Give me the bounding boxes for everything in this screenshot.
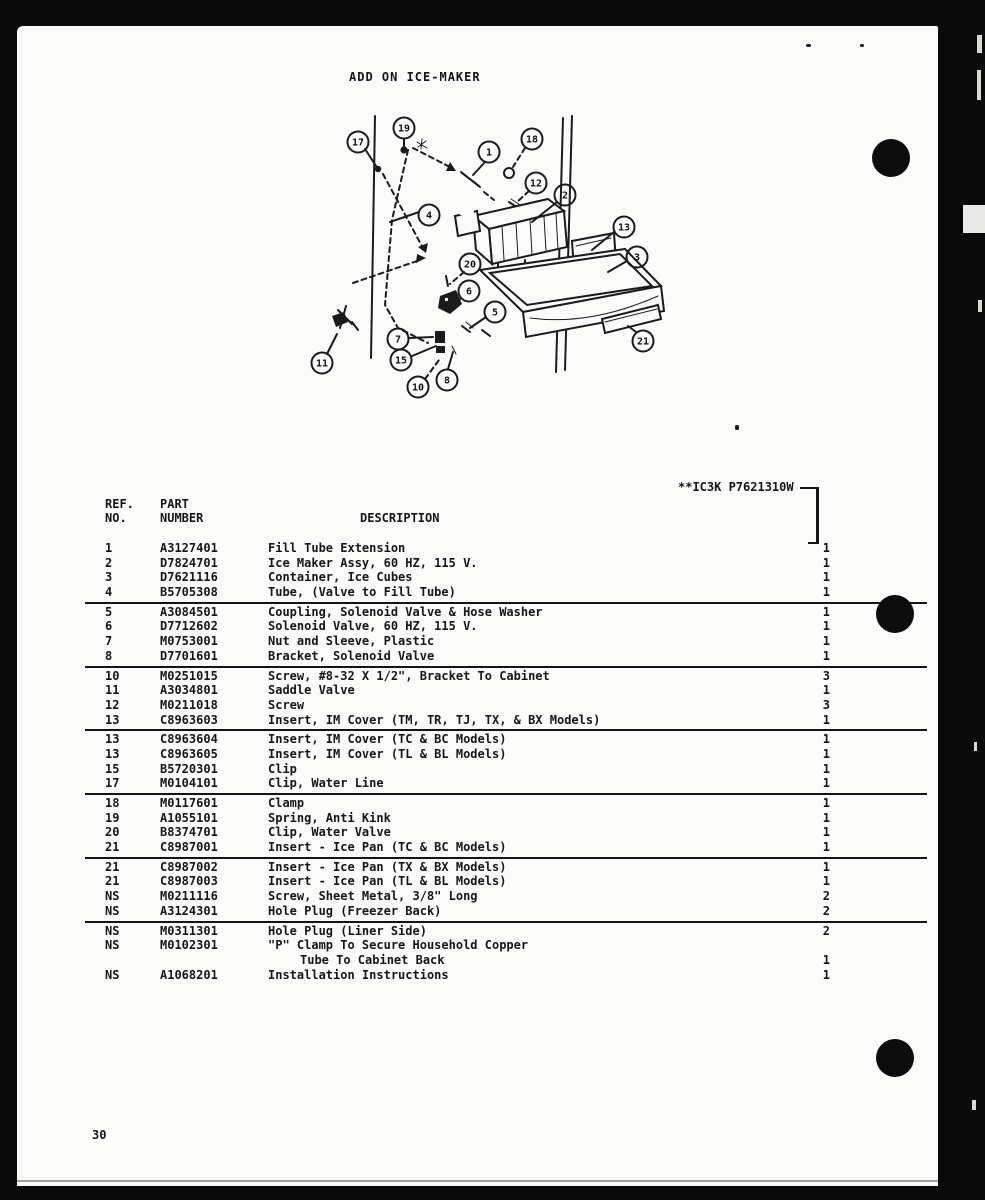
cell-quantity: 1 [822, 604, 830, 619]
callout-20 [460, 254, 481, 275]
cell-ref-no: 18 [105, 796, 120, 810]
diagram-svg [280, 100, 700, 415]
cell-quantity: 1 [822, 874, 830, 889]
cell-ref-no: 13 [105, 746, 120, 761]
cell-description: Insert - Ice Pan (TL & BL Models) [268, 874, 507, 889]
table-row [105, 556, 830, 571]
cell-ref-no: 15 [105, 761, 120, 776]
svg-text:17: 17 [351, 137, 365, 149]
cell-ref-no: 2 [105, 555, 113, 570]
cell-description: Clip, Water Valve [268, 825, 391, 840]
scan-speck [860, 44, 864, 47]
callout-2 [555, 185, 576, 206]
table-row [105, 669, 830, 684]
cell-part-number: D7621116 [160, 570, 218, 585]
cell-part-number: C8963604 [160, 732, 218, 747]
cell-quantity: 1 [822, 796, 830, 810]
column-header-ref: NO. [105, 511, 127, 525]
callout-13 [614, 217, 635, 238]
cell-description: Container, Ice Cubes [268, 570, 413, 585]
cell-part-number: M0311301 [160, 923, 218, 938]
cell-description: Insert - Ice Pan (TX & BX Models) [268, 859, 507, 874]
table-row [105, 732, 830, 747]
callout-1 [479, 142, 500, 163]
cell-part-number: M0251015 [160, 668, 218, 683]
cell-ref-no: 19 [105, 810, 120, 825]
cell-quantity: 1 [822, 810, 830, 825]
table-row [105, 747, 830, 762]
cell-description: Screw [268, 697, 305, 712]
cell-quantity: 2 [822, 923, 830, 938]
cell-quantity: 3 [822, 697, 830, 712]
cell-part-number: C8987002 [160, 859, 218, 874]
callout-4 [419, 205, 440, 226]
cell-quantity [816, 938, 830, 953]
cell-quantity: 1 [822, 859, 830, 874]
cell-description: Insert, IM Cover (TM, TR, TJ, TX, & BX Models) [268, 712, 601, 727]
svg-text:11: 11 [315, 358, 329, 370]
svg-text:4: 4 [425, 210, 433, 222]
section-rule-line [85, 602, 927, 604]
table-row [105, 889, 830, 904]
scan-edge-mark [977, 35, 982, 53]
scan-speck [735, 425, 739, 430]
cell-quantity: 1 [822, 648, 830, 663]
cell-quantity: 1 [822, 555, 830, 570]
cell-description: Hole Plug (Freezer Back) [268, 903, 442, 918]
exploded-view-drawing [327, 116, 664, 379]
svg-text:12: 12 [529, 178, 543, 190]
callout-17 [348, 132, 369, 153]
cell-ref-no: NS [105, 903, 120, 918]
callout-5 [485, 302, 506, 323]
cell-ref-no: 21 [105, 840, 120, 855]
cell-quantity: 1 [822, 967, 830, 982]
cell-description: Spring, Anti Kink [268, 810, 391, 825]
cell-part-number: A3127401 [160, 541, 218, 555]
cell-part-number: M0211116 [160, 889, 218, 904]
cell-description: Bracket, Solenoid Valve [268, 648, 435, 663]
section-rule-line [85, 729, 927, 731]
callout-10 [408, 377, 429, 398]
scan-speck [806, 44, 811, 47]
model-bracket-line [816, 487, 819, 544]
table-row [105, 825, 830, 840]
callout-7 [388, 329, 409, 350]
table-row [105, 874, 830, 889]
cell-ref-no: 17 [105, 776, 120, 791]
cell-description: Clamp [268, 796, 305, 810]
cell-ref-no: NS [105, 923, 120, 938]
cell-part-number: D7824701 [160, 555, 218, 570]
cell-description: Tube To Cabinet Back [300, 952, 445, 967]
cell-description: Fill Tube Extension [268, 541, 406, 555]
callout-12 [526, 173, 547, 194]
table-row [105, 619, 830, 634]
svg-text:10: 10 [411, 382, 425, 394]
cell-description: Tube, (Valve to Fill Tube) [268, 585, 456, 600]
svg-text:20: 20 [463, 259, 477, 271]
table-row [105, 796, 830, 811]
cell-part-number: A3124301 [160, 903, 218, 918]
cell-ref-no: 1 [105, 541, 113, 555]
cell-description: Insert, IM Cover (TC & BC Models) [268, 732, 507, 747]
cell-description: Screw, #8-32 X 1/2", Bracket To Cabinet [268, 668, 550, 683]
cell-ref-no: 13 [105, 712, 120, 727]
scan-edge-mark [978, 300, 982, 312]
table-row [105, 698, 830, 713]
cell-part-number: M0104101 [160, 776, 218, 791]
table-row [105, 634, 830, 649]
column-header-part: NUMBER [160, 511, 204, 525]
cell-ref-no: 7 [105, 634, 113, 649]
cell-part-number: D7701601 [160, 648, 218, 663]
cell-part-number: C8987001 [160, 840, 218, 855]
table-row [105, 776, 830, 791]
table-row [105, 840, 830, 855]
cell-quantity: 1 [822, 761, 830, 776]
cell-part-number: B5720301 [160, 761, 218, 776]
cell-quantity: 1 [822, 840, 830, 855]
svg-text:18: 18 [525, 134, 539, 146]
cell-ref-no: 21 [105, 859, 120, 874]
cell-quantity: 1 [822, 746, 830, 761]
cell-ref-no: 10 [105, 668, 120, 683]
cell-description: Screw, Sheet Metal, 3/8" Long [268, 889, 478, 904]
cell-ref-no: 12 [105, 697, 120, 712]
cell-part-number [160, 953, 268, 968]
punch-hole-mark [876, 1039, 914, 1077]
cell-part-number: C8987003 [160, 874, 218, 889]
cell-quantity: 1 [822, 952, 830, 967]
column-header-ref: REF. [105, 497, 134, 511]
section-rule-line [85, 857, 927, 859]
cell-description: Solenoid Valve, 60 HZ, 115 V. [268, 619, 478, 634]
cell-ref-no: 8 [105, 648, 113, 663]
callout-15 [391, 350, 412, 371]
cell-ref-no: NS [105, 889, 120, 904]
cell-description: Clip [268, 761, 297, 776]
svg-text:15: 15 [394, 355, 408, 367]
cell-description: Clip, Water Line [268, 776, 384, 791]
cell-quantity: 2 [822, 903, 830, 918]
cell-part-number: A1068201 [160, 967, 218, 982]
cell-quantity: 1 [822, 619, 830, 634]
model-number-header: **IC3K P7621310W [678, 480, 794, 494]
callout-11 [312, 353, 333, 374]
svg-text:8: 8 [443, 375, 451, 387]
scan-edge-mark [977, 70, 981, 100]
scanned-page [17, 26, 938, 1186]
cell-part-number: B8374701 [160, 825, 218, 840]
cell-ref-no: 20 [105, 825, 120, 840]
cell-description: Hole Plug (Liner Side) [268, 923, 427, 938]
cell-part-number: M0753001 [160, 634, 218, 649]
section-rule-line [85, 793, 927, 795]
cell-part-number: M0211018 [160, 697, 218, 712]
svg-text:7: 7 [394, 334, 402, 346]
cell-quantity: 1 [822, 683, 830, 698]
callout-19 [394, 118, 415, 139]
cell-description: Insert, IM Cover (TL & BL Models) [268, 746, 507, 761]
cell-part-number: M0117601 [160, 796, 218, 810]
cell-quantity: 1 [822, 776, 830, 791]
cell-ref-no: NS [105, 967, 120, 982]
cell-quantity: 1 [822, 634, 830, 649]
table-row [105, 570, 830, 585]
section-rule-line [85, 666, 927, 668]
cell-quantity: 1 [822, 570, 830, 585]
callout-6 [459, 281, 480, 302]
table-row [105, 683, 830, 698]
table-row [105, 904, 830, 919]
table-row [105, 860, 830, 875]
column-header-description: DESCRIPTION [360, 511, 440, 525]
table-row [105, 924, 830, 939]
cell-ref-no: 13 [105, 732, 120, 747]
svg-text:6: 6 [465, 286, 473, 298]
cell-description: Installation Instructions [268, 967, 449, 982]
cell-quantity: 1 [822, 732, 830, 747]
table-row [105, 953, 830, 968]
svg-text:1: 1 [485, 147, 493, 159]
callout-18 [522, 129, 543, 150]
punch-hole-mark [872, 139, 910, 177]
callout-21 [633, 331, 654, 352]
cell-part-number: M0102301 [160, 938, 218, 953]
scan-edge-notch [960, 205, 985, 233]
cell-part-number: A3034801 [160, 683, 218, 698]
scan-edge-mark [972, 1100, 976, 1110]
punch-hole-mark [876, 595, 914, 633]
cell-quantity: 3 [822, 668, 830, 683]
cell-ref-no: 3 [105, 570, 113, 585]
cell-description: Nut and Sleeve, Plastic [268, 634, 435, 649]
scan-edge-mark [974, 742, 977, 751]
callout-8 [437, 370, 458, 391]
parts-rows [105, 541, 830, 982]
cell-part-number: C8963605 [160, 746, 218, 761]
cell-quantity: 1 [822, 585, 830, 600]
cell-description: "P" Clamp To Secure Household Copper [268, 938, 529, 953]
table-row [105, 938, 830, 953]
cell-quantity: 1 [822, 541, 830, 555]
svg-text:19: 19 [397, 123, 411, 135]
cell-ref-no [105, 953, 160, 968]
table-row [105, 811, 830, 826]
cell-description: Coupling, Solenoid Valve & Hose Washer [268, 604, 543, 619]
cell-quantity: 2 [822, 889, 830, 904]
table-row [105, 649, 830, 664]
cell-ref-no: 11 [105, 683, 120, 698]
cell-ref-no: 21 [105, 874, 120, 889]
svg-text:3: 3 [633, 252, 641, 264]
table-row [105, 585, 830, 600]
cell-part-number: D7712602 [160, 619, 218, 634]
cell-ref-no: 5 [105, 604, 113, 619]
cell-description: Ice Maker Assy, 60 HZ, 115 V. [268, 555, 478, 570]
cell-quantity: 1 [822, 712, 830, 727]
cell-ref-no: NS [105, 938, 120, 953]
page-edge-shadow [17, 1180, 938, 1182]
page-number: 30 [92, 1128, 107, 1142]
cell-quantity: 1 [822, 825, 830, 840]
cell-ref-no: 6 [105, 619, 113, 634]
svg-text:2: 2 [561, 190, 569, 202]
table-row [105, 762, 830, 777]
table-row [105, 605, 830, 620]
svg-text:13: 13 [617, 222, 631, 234]
cell-description: Saddle Valve [268, 683, 355, 698]
svg-text:5: 5 [491, 307, 499, 319]
column-header-part: PART [160, 497, 189, 511]
svg-text:21: 21 [636, 336, 650, 348]
cell-part-number: A1055101 [160, 810, 218, 825]
table-row [105, 968, 830, 983]
cell-part-number: A3084501 [160, 604, 218, 619]
cell-ref-no: 4 [105, 585, 113, 600]
page-title: ADD ON ICE-MAKER [349, 70, 481, 84]
cell-part-number: B5705308 [160, 585, 218, 600]
cell-part-number: C8963603 [160, 712, 218, 727]
cell-description: Insert - Ice Pan (TC & BC Models) [268, 840, 507, 855]
table-row [105, 713, 830, 728]
section-rule-line [85, 921, 927, 923]
table-row [105, 541, 830, 556]
